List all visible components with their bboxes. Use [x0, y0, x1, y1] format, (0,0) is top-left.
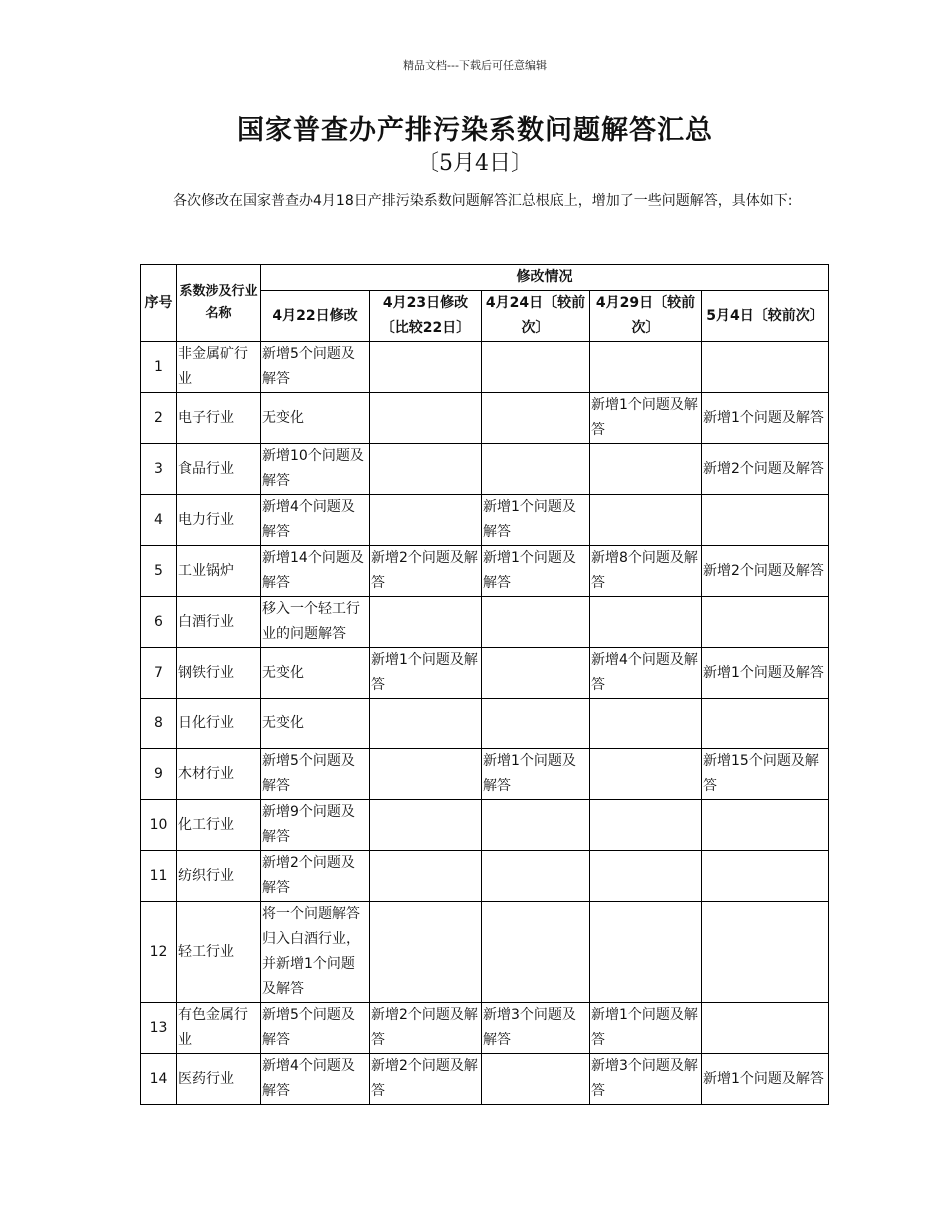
- row-change-cell: [482, 342, 590, 393]
- row-change-cell: [702, 597, 829, 648]
- table-row: [141, 546, 829, 597]
- table-row: [141, 342, 829, 393]
- row-seq-cell: 5: [141, 546, 177, 597]
- table-row: [141, 1054, 829, 1105]
- row-change-cell: 新增15个问题及解答: [702, 749, 829, 800]
- table-row: [141, 495, 829, 546]
- row-change-cell: [702, 1003, 829, 1054]
- row-change-cell: 新增3个问题及解答: [590, 1054, 702, 1105]
- row-change-cell: 新增3个问题及解答: [482, 1003, 590, 1054]
- row-industry-cell: 有色金属行业: [177, 1003, 261, 1054]
- row-change-cell: 新增2个问题及解答: [370, 1003, 482, 1054]
- row-industry-cell: 日化行业: [177, 699, 261, 749]
- row-change-cell: 无变化: [261, 393, 370, 444]
- row-change-cell: 无变化: [261, 648, 370, 699]
- row-change-cell: [370, 851, 482, 902]
- row-change-cell: [370, 902, 482, 1003]
- row-change-cell: [370, 393, 482, 444]
- row-change-cell: [482, 902, 590, 1003]
- document-subtitle: 〔5月4日〕: [417, 151, 533, 176]
- header-revision-group: 修改情况: [261, 265, 829, 291]
- row-industry-cell: 钢铁行业: [177, 648, 261, 699]
- row-change-cell: 新增4个问题及解答: [590, 648, 702, 699]
- row-change-cell: 新增4个问题及解答: [261, 495, 370, 546]
- row-change-cell: 将一个问题解答归入白酒行业，并新增1个问题及解答: [261, 902, 370, 1003]
- row-change-cell: 新增1个问题及解答: [370, 648, 482, 699]
- row-change-cell: [482, 1054, 590, 1105]
- row-change-cell: 新增1个问题及解答: [590, 393, 702, 444]
- table-row: [141, 749, 829, 800]
- row-change-cell: [482, 800, 590, 851]
- row-change-cell: [590, 444, 702, 495]
- row-seq-cell: 10: [141, 800, 177, 851]
- row-seq-cell: 6: [141, 597, 177, 648]
- row-change-cell: [482, 699, 590, 749]
- row-change-cell: [590, 495, 702, 546]
- row-industry-cell: 食品行业: [177, 444, 261, 495]
- row-change-cell: [590, 749, 702, 800]
- header-industry: 系数涉及行业名称: [177, 265, 261, 342]
- row-change-cell: 新增8个问题及解答: [590, 546, 702, 597]
- row-change-cell: 新增1个问题及解答: [482, 546, 590, 597]
- row-change-cell: 新增1个问题及解答: [590, 1003, 702, 1054]
- row-change-cell: [482, 851, 590, 902]
- row-change-cell: 新增2个问题及解答: [370, 546, 482, 597]
- row-seq-cell: 4: [141, 495, 177, 546]
- table-row: [141, 1003, 829, 1054]
- row-industry-cell: 白酒行业: [177, 597, 261, 648]
- row-change-cell: [590, 902, 702, 1003]
- table-row: [141, 444, 829, 495]
- row-industry-cell: 非金属矿行业: [177, 342, 261, 393]
- header-date-col: 4月23日修改〔比较22日〕: [370, 291, 482, 342]
- row-change-cell: [482, 444, 590, 495]
- row-change-cell: [702, 495, 829, 546]
- row-change-cell: [370, 342, 482, 393]
- header-seq: 序号: [141, 265, 177, 342]
- row-industry-cell: 电子行业: [177, 393, 261, 444]
- row-seq-cell: 2: [141, 393, 177, 444]
- row-change-cell: 新增10个问题及解答: [261, 444, 370, 495]
- row-change-cell: 新增14个问题及解答: [261, 546, 370, 597]
- row-seq-cell: 7: [141, 648, 177, 699]
- row-change-cell: [702, 902, 829, 1003]
- row-change-cell: 新增2个问题及解答: [370, 1054, 482, 1105]
- row-change-cell: 新增1个问题及解答: [702, 393, 829, 444]
- row-change-cell: 无变化: [261, 699, 370, 749]
- row-change-cell: [370, 800, 482, 851]
- row-change-cell: [370, 444, 482, 495]
- table-row: [141, 800, 829, 851]
- row-change-cell: 新增1个问题及解答: [482, 495, 590, 546]
- row-change-cell: [702, 342, 829, 393]
- row-industry-cell: 电力行业: [177, 495, 261, 546]
- row-change-cell: [702, 800, 829, 851]
- document-title: 国家普查办产排污染系数问题解答汇总: [237, 115, 713, 146]
- row-industry-cell: 木材行业: [177, 749, 261, 800]
- row-change-cell: [370, 495, 482, 546]
- row-seq-cell: 13: [141, 1003, 177, 1054]
- row-industry-cell: 纺织行业: [177, 851, 261, 902]
- header-row-group: [141, 265, 829, 291]
- row-industry-cell: 化工行业: [177, 800, 261, 851]
- row-change-cell: [482, 648, 590, 699]
- row-industry-cell: 工业锅炉: [177, 546, 261, 597]
- row-seq-cell: 1: [141, 342, 177, 393]
- revision-table: [140, 264, 829, 1105]
- row-change-cell: 新增1个问题及解答: [482, 749, 590, 800]
- row-industry-cell: 医药行业: [177, 1054, 261, 1105]
- row-change-cell: [702, 699, 829, 749]
- row-change-cell: [482, 597, 590, 648]
- row-change-cell: [590, 342, 702, 393]
- row-change-cell: [702, 851, 829, 902]
- row-change-cell: 新增1个问题及解答: [702, 648, 829, 699]
- row-change-cell: [590, 851, 702, 902]
- row-seq-cell: 12: [141, 902, 177, 1003]
- row-seq-cell: 14: [141, 1054, 177, 1105]
- row-change-cell: 新增4个问题及解答: [261, 1054, 370, 1105]
- row-seq-cell: 9: [141, 749, 177, 800]
- row-change-cell: [370, 749, 482, 800]
- row-change-cell: 新增1个问题及解答: [702, 1054, 829, 1105]
- header-date-col: 4月29日〔较前次〕: [590, 291, 702, 342]
- header-date-col: 4月22日修改: [261, 291, 370, 342]
- table-row: [141, 597, 829, 648]
- row-change-cell: 新增5个问题及解答: [261, 342, 370, 393]
- header-date-col: 4月24日〔较前次〕: [482, 291, 590, 342]
- row-change-cell: [370, 699, 482, 749]
- row-seq-cell: 8: [141, 699, 177, 749]
- row-seq-cell: 3: [141, 444, 177, 495]
- table-row: [141, 699, 829, 749]
- row-change-cell: 移入一个轻工行业的问题解答: [261, 597, 370, 648]
- row-change-cell: 新增2个问题及解答: [261, 851, 370, 902]
- row-change-cell: [482, 393, 590, 444]
- row-seq-cell: 11: [141, 851, 177, 902]
- header-date-col: 5月4日〔较前次〕: [702, 291, 829, 342]
- row-change-cell: [370, 597, 482, 648]
- row-change-cell: 新增2个问题及解答: [702, 546, 829, 597]
- row-change-cell: 新增9个问题及解答: [261, 800, 370, 851]
- row-industry-cell: 轻工行业: [177, 902, 261, 1003]
- row-change-cell: 新增5个问题及解答: [261, 749, 370, 800]
- row-change-cell: [590, 699, 702, 749]
- table-row: [141, 902, 829, 1003]
- row-change-cell: [590, 597, 702, 648]
- row-change-cell: [590, 800, 702, 851]
- header-note: 精品文档---下载后可任意编辑: [403, 59, 547, 72]
- row-change-cell: 新增5个问题及解答: [261, 1003, 370, 1054]
- table-row: [141, 851, 829, 902]
- intro-paragraph: 各次修改在国家普查办4月18日产排污染系数问题解答汇总根底上，增加了一些问题解答，具体如下:: [173, 193, 793, 209]
- table-row: [141, 393, 829, 444]
- row-change-cell: 新增2个问题及解答: [702, 444, 829, 495]
- table-body: [141, 342, 829, 1105]
- table-row: [141, 648, 829, 699]
